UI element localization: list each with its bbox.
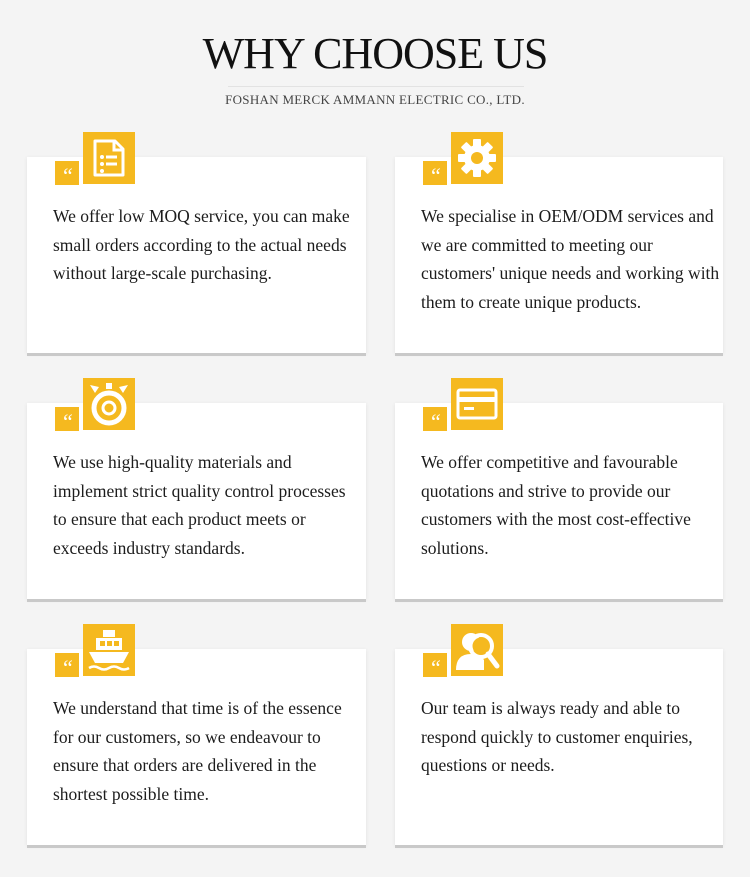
- quote-mark: “: [423, 407, 447, 431]
- quote-mark: “: [423, 653, 447, 677]
- feature-card-oem-odm: [395, 157, 723, 353]
- feature-text: We understand that time is of the essence for our customers, so we endeavour to ensure that orders are delivered in the shortest possible time.: [53, 698, 342, 805]
- feature-card-support: [395, 649, 723, 845]
- feature-text: We use high-quality materials and implement strict quality control processes to ensure that each product meets or exceeds industry standards.: [53, 452, 346, 559]
- quote-mark: “: [55, 653, 79, 677]
- feature-text: We specialise in OEM/ODM services and we are committed to meeting our customers' unique needs and working with them to create unique products.: [421, 206, 720, 313]
- title-divider: [228, 86, 524, 87]
- feature-card-delivery: [27, 649, 366, 845]
- page-title: WHY CHOOSE US: [202, 29, 548, 78]
- quote-mark: “: [423, 161, 447, 185]
- feature-text: We offer competitive and favourable quotations and strive to provide our customers with the most cost-effective solutions.: [421, 452, 691, 559]
- feature-card-quality: [27, 403, 366, 599]
- customer-search-icon: [451, 624, 503, 676]
- feature-card-pricing: [395, 403, 723, 599]
- company-name-text: FOSHAN MERCK AMMANN ELECTRIC CO., LTD.: [225, 92, 525, 107]
- gear-icon: [451, 132, 503, 184]
- feature-card-low-moq: [27, 157, 366, 353]
- quote-mark: “: [55, 161, 79, 185]
- quality-award-icon: [83, 378, 135, 430]
- feature-text: We offer low MOQ service, you can make small orders according to the actual needs without large-scale purchasing.: [53, 206, 350, 284]
- document-list-icon: [83, 132, 135, 184]
- company-name: [0, 92, 750, 108]
- credit-card-icon: [451, 378, 503, 430]
- ship-icon: [83, 624, 135, 676]
- quote-mark: “: [55, 407, 79, 431]
- feature-text: Our team is always ready and able to respond quickly to customer enquiries, questions or needs.: [421, 698, 693, 776]
